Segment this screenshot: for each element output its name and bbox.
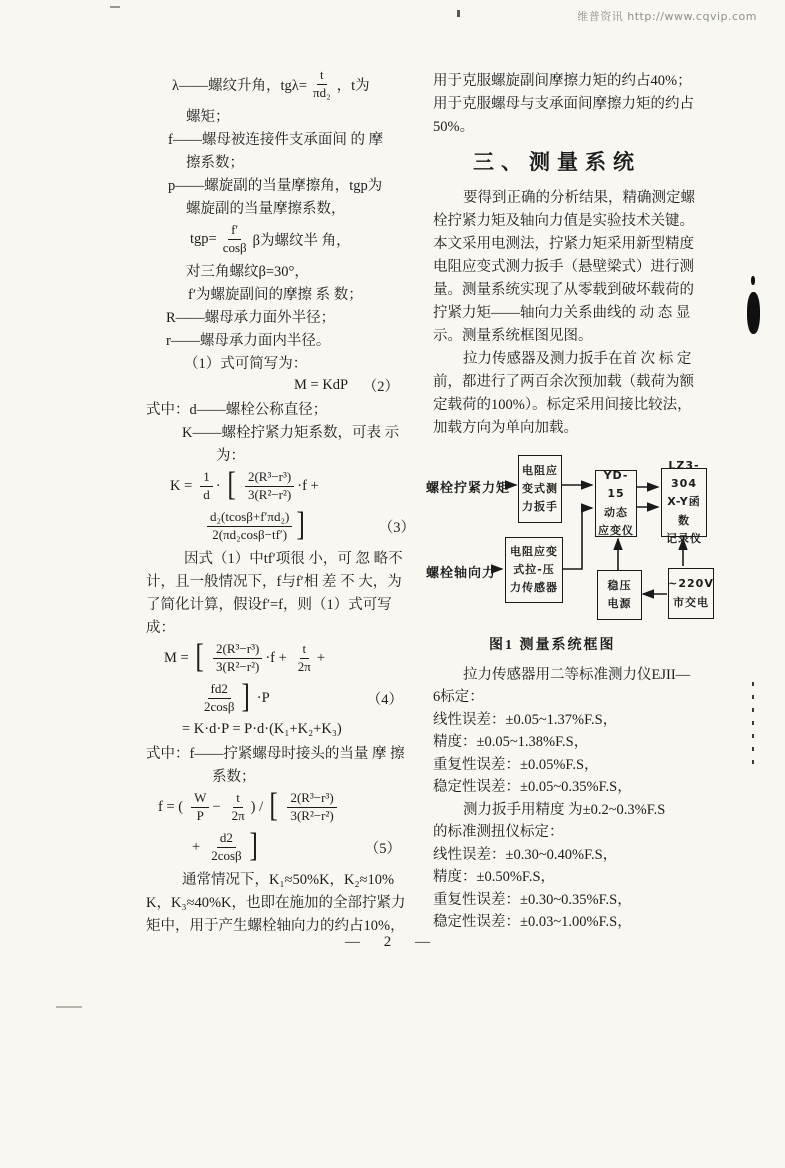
paragraph-line: 定载荷的100%）。标定采用间接比较法， [433, 397, 692, 413]
text-line: 擦系数； [186, 155, 244, 171]
text-line: 为： [216, 448, 245, 464]
paragraph-line: 测力扳手用精度 为±0.2~0.3%F.S [463, 801, 666, 818]
spec-line-accuracy: 精度：±0.05~1.38%F.S， [433, 734, 589, 751]
fraction-denominator: d [203, 486, 210, 502]
box-text: 力扳手 [522, 500, 558, 514]
spec-line-stability: 稳定性误差：±0.05~0.35%F.S， [433, 779, 632, 796]
text: β为螺纹半 角， [252, 232, 351, 249]
equation-body: M = KdP [294, 377, 349, 393]
paragraph-line: 因式（1）中tf′项很 小，可 忽 略不 [184, 551, 403, 567]
paragraph-line: 通常情况下，K₁≈50%K，K₂≈10% [182, 872, 395, 888]
fraction-numerator: t [317, 67, 327, 84]
ink-speck-artifact [751, 276, 755, 285]
figure-1-block-diagram [424, 443, 724, 639]
fraction-denominator: 3(R²−r²) [290, 807, 334, 823]
equation-2 [146, 374, 448, 397]
box-text: X-Y函数 [667, 495, 701, 527]
paragraph-line: 加载方向为单向加载。 [433, 420, 578, 436]
box-text: 电阻应 [522, 463, 558, 477]
smudge-artifact [110, 6, 120, 8]
fraction-denominator: cosβ [222, 239, 247, 255]
text: K = [170, 477, 193, 494]
fraction-denominator: πd₂ [313, 84, 331, 100]
spec-line-accuracy: 精度：±0.50%F.S， [433, 869, 556, 886]
tick-artifact [457, 10, 460, 17]
equation-3-line2: $\frac{\text{d₂(tcosβ+f′πd₂)}}{\text{2(πd₂cosβ−tf′)}}$ ] （3） [204, 506, 448, 546]
text-line: 式中：f——拧紧螺母时接头的当量 摩 擦 [146, 746, 405, 762]
spec-line-linearity: 线性误差：±0.05~1.37%F.S， [433, 711, 618, 728]
fraction [191, 790, 209, 824]
paragraph-line: 了简化计算，假设f′=f，则（1）式可写 [146, 597, 392, 613]
equation-number: （2） [362, 379, 399, 395]
fraction-numerator: t [233, 790, 243, 807]
right-column-bottom [433, 662, 733, 932]
fraction-denominator: 2π [231, 807, 245, 823]
text: λ——螺纹升角，tgλ= [172, 77, 308, 94]
definition-lambda [172, 64, 448, 104]
paragraph-line: K，K₃≈40%K，也即在施加的全部拧紧力 [146, 895, 406, 911]
fraction [213, 641, 262, 675]
paragraph-line: 成： [146, 620, 175, 636]
paragraph-line: 6标定： [433, 689, 484, 706]
paragraph-line: 电阻应变式测力扳手（悬壁梁式）进行测 [433, 259, 694, 275]
figure-box-strain-torque-wrench [518, 455, 562, 523]
operator: ·f + [297, 477, 319, 494]
smudge-artifact [56, 1006, 82, 1008]
fraction-denominator: 2(πd₂cosβ−tf′) [212, 526, 288, 542]
fraction-numerator: d2 [217, 830, 236, 847]
box-text: 力传感器 [510, 581, 558, 595]
fraction-numerator: 2(R³−r³) [213, 641, 262, 658]
definition-p: p——螺旋副的当量摩擦角，tgp为 [168, 178, 383, 194]
text-line: f′为螺旋副间的摩擦 系 数； [188, 287, 363, 303]
page-number: — 2 — [345, 934, 440, 950]
paragraph-line: 前，都进行了两百余次预加载（载荷为额 [433, 374, 694, 390]
box-text: 应变仪 [598, 523, 634, 537]
fraction-denominator: 2cosβ [204, 698, 235, 714]
paragraph-line: 拉力传感器及测力扳手在首 次 标 定 [463, 351, 692, 367]
equation-5-line1: f = ( $\frac{W}{P}$ − $\frac{t}{2\pi}$ ) / [ $\frac{\text{2(R³−r³)}}{\text{3(R²−r²)}}$ [158, 787, 448, 827]
spec-line-repeatability: 重复性误差：±0.05%F.S， [433, 756, 599, 773]
box-text: LZ3-304 [668, 459, 700, 491]
paragraph-line: 要得到正确的分析结果，精确测定螺 [463, 190, 695, 206]
figure-box-tension-compression-sensor [505, 537, 563, 603]
fraction [200, 469, 213, 503]
text-line: 螺旋副的当量摩擦系数， [186, 201, 346, 217]
definition-f: f——螺母被连接件支承面间 的 摩 [168, 132, 384, 148]
fraction [208, 830, 244, 864]
figure-box-yd15-dynamic-strain-meter [595, 470, 637, 537]
equation-number: （5） [364, 840, 401, 857]
box-text: YD-15 [603, 469, 629, 501]
fraction-numerator: 2(R³−r³) [245, 469, 294, 486]
box-text: ~220V [668, 577, 714, 591]
text: f = ( [158, 798, 184, 815]
fraction-numerator: W [191, 790, 209, 807]
text-line: 式中：d——螺栓公称直径； [146, 402, 328, 418]
paragraph-line: 本文采用电测法，拧紧力矩采用新型精度 [433, 236, 694, 252]
figure-caption: 图1 测量系统框图 [489, 638, 616, 653]
fraction-denominator: 2cosβ [211, 847, 242, 863]
fraction [201, 681, 237, 715]
figure-box-regulated-power-supply [597, 570, 642, 620]
right-column-top [433, 68, 733, 438]
left-column [146, 64, 448, 936]
fraction [295, 641, 314, 675]
fraction [220, 222, 250, 256]
definition-K: K——螺栓拧紧力矩系数，可表 示 [182, 425, 400, 441]
paragraph-line: 拧紧力矩——轴向力关系曲线的 动 态 显 [433, 305, 691, 321]
ink-blob-artifact [747, 292, 760, 334]
fraction-denominator: 3(R²−r²) [247, 486, 292, 502]
text-line: 用于克服螺母与支承面间摩擦力矩的约占 [433, 96, 694, 112]
section-heading: 三、测量系统 [473, 150, 641, 174]
fraction-numerator: d₂(tcosβ+f′πd₂) [207, 509, 292, 526]
figure-input-label-torque: 螺栓拧紧力矩 [426, 481, 511, 496]
fraction [310, 67, 334, 101]
text: ) / [250, 798, 264, 815]
margin-marks-artifact [752, 682, 754, 766]
text-line: （1）式可简写为： [184, 356, 308, 372]
fraction [207, 509, 292, 543]
operator: − [212, 798, 221, 815]
paragraph-line: 矩中，用于产生螺栓轴向力的约占10%， [146, 918, 405, 934]
definition-R: R——螺母承力面外半径； [166, 310, 336, 326]
spec-line-repeatability: 重复性误差：±0.30~0.35%F.S， [433, 891, 632, 908]
spec-line-stability: 稳定性误差：±0.03~1.00%F.S， [433, 914, 632, 931]
spec-line-linearity: 线性误差：±0.30~0.40%F.S， [433, 846, 618, 863]
fraction [229, 790, 248, 824]
text-line: 对三角螺纹β=30°， [186, 264, 309, 280]
operator: + [316, 649, 326, 666]
equation-4-line1: M = [ $\frac{\text{2(R³−r³)}}{\text{3(R²−r²)}}$ ·f + $\frac{t}{2\pi}$ + [164, 638, 326, 675]
operator: · [215, 477, 221, 494]
fraction-numerator: 1 [200, 469, 213, 486]
paragraph-line: 量。测量系统实现了从零载到破坏载荷的 [433, 282, 694, 298]
paragraph-line: 计，且一般情况下，f与f′相 差 不 大，为 [146, 574, 402, 590]
text-line: 系数； [212, 769, 256, 785]
box-text: 动态 [604, 505, 628, 519]
operator: + [192, 838, 201, 855]
equation-4-line2: $\frac{fd2}{2\cos\beta}$ ] ·P （4） [198, 678, 448, 718]
box-text: 电阻应变 [510, 544, 558, 558]
box-text: 式拉-压 [513, 562, 555, 576]
box-text: 变式测 [522, 481, 558, 495]
text-line: 用于克服螺旋副间摩擦力矩的约占40%； [433, 73, 692, 89]
text-line: 螺矩； [186, 109, 230, 125]
box-text: 稳压 [607, 578, 632, 592]
paragraph-line: 的标准测扭仪标定： [433, 824, 564, 841]
figure-box-220v-mains [668, 568, 714, 619]
fraction-denominator: P [196, 807, 204, 823]
figure-box-xy-function-recorder [661, 459, 707, 545]
equation-5-line2: + $\frac{d2}{2\cos\beta}$ ] （5） [192, 827, 401, 864]
operator: ·f + [265, 649, 287, 666]
equation-3-line1: K = $\frac{1}{d}$ · [ $\frac{\text{2(R³−r³)}}{\text{3(R²−r²)}}$ ·f + [170, 466, 319, 503]
fraction [245, 469, 294, 503]
text: ，t为 [336, 77, 370, 94]
fraction [287, 790, 336, 824]
equation-number: （3） [378, 519, 415, 536]
fraction-denominator: 3(R²−r²) [216, 658, 260, 674]
text: M = [164, 649, 189, 666]
fraction-numerator: fd2 [208, 681, 231, 698]
text: tgp= [190, 230, 217, 247]
equation-number: （4） [366, 691, 403, 708]
fraction-numerator: f′ [228, 222, 241, 239]
fraction-numerator: 2(R³−r³) [287, 790, 336, 807]
box-text: 电源 [607, 597, 632, 610]
formula-tgp [190, 219, 448, 259]
box-text: 记录仪 [666, 531, 702, 545]
fraction-denominator: 2π [297, 658, 311, 674]
figure-input-label-axial-force: 螺栓轴向力 [426, 566, 497, 581]
equation-4-line3: = K·d·P = P·d·(K₁+K₂+K₃) [182, 721, 342, 737]
text-line: 50%。 [433, 119, 475, 135]
paragraph-line: 拉力传感器用二等标准测力仪EJII— [463, 666, 691, 683]
definition-r: r——螺母承力面内半径。 [166, 333, 331, 349]
paragraph-line: 栓拧紧力矩及轴向力值是实验技术关键。 [433, 213, 694, 229]
box-text: 市交电 [673, 595, 709, 609]
watermark: 维普资讯 http://www.cqvip.com [577, 10, 757, 23]
paragraph-line: 示。测量系统框图见图。 [433, 328, 593, 344]
fraction-numerator: t [300, 641, 310, 658]
text: ·P [256, 689, 270, 706]
